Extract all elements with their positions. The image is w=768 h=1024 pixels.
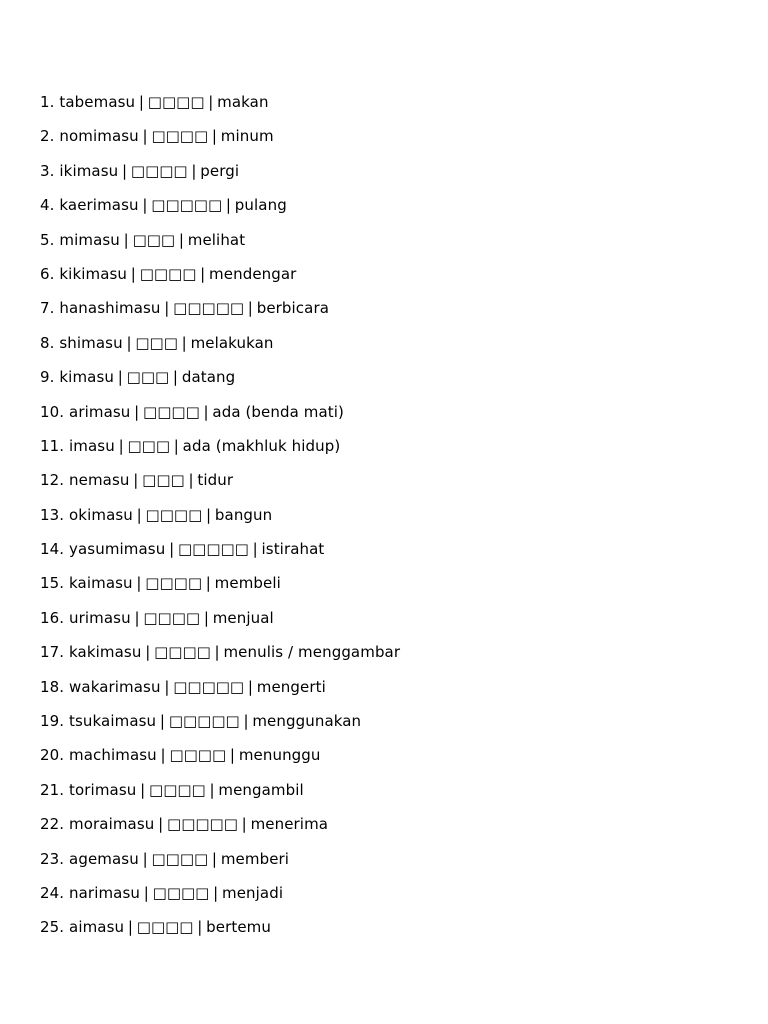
separator: |: [172, 368, 179, 387]
separator: |: [181, 333, 187, 352]
meaning-text: bangun: [214, 505, 273, 524]
item-number: 2.: [40, 127, 55, 146]
kana-word: □□□□□: [167, 815, 238, 834]
separator: |: [134, 402, 140, 421]
item-number: 8.: [40, 333, 55, 352]
list-item: [40, 571, 728, 595]
kana-word: □□□: [135, 333, 178, 352]
kana-word: □□□□□: [173, 299, 245, 318]
list-item: [40, 468, 728, 492]
item-number: 24.: [40, 883, 65, 902]
separator: |: [241, 815, 247, 834]
romaji-word: yasumimasu: [69, 540, 166, 559]
separator: |: [160, 746, 166, 765]
list-item: [40, 228, 728, 252]
romaji-word: kakimasu: [69, 643, 142, 662]
romaji-word: tabemasu: [59, 93, 136, 111]
list-item: [40, 124, 728, 148]
romaji-word: shimasu: [59, 333, 123, 352]
kana-word: □□□□: [130, 161, 188, 180]
separator: |: [247, 299, 253, 318]
list-item: [40, 400, 728, 424]
list-item: [40, 159, 728, 183]
item-number: 17.: [40, 643, 65, 662]
kana-word: □□□□: [145, 505, 203, 524]
item-number: 5.: [40, 230, 55, 249]
list-item: [40, 331, 728, 355]
separator: |: [164, 299, 170, 318]
separator: |: [158, 815, 164, 834]
kana-word: □□□□□: [168, 712, 240, 731]
kana-word: □□□□: [145, 574, 202, 593]
romaji-word: kikimasu: [59, 264, 128, 283]
separator: |: [133, 471, 139, 490]
meaning-text: menunggu: [238, 746, 321, 765]
meaning-text: menggunakan: [252, 712, 362, 731]
separator: |: [225, 196, 232, 215]
kana-word: □□□□: [136, 918, 194, 937]
list-item: [40, 193, 728, 217]
separator: |: [252, 540, 258, 559]
item-number: 25.: [40, 918, 65, 937]
list-item: [40, 709, 728, 733]
kana-word: □□□□□: [151, 196, 223, 215]
meaning-text: minum: [220, 127, 274, 146]
meaning-text: ada (benda mati): [212, 402, 344, 421]
item-number: 13.: [40, 505, 65, 524]
meaning-text: datang: [181, 368, 236, 387]
romaji-word: hanashimasu: [59, 299, 161, 318]
item-number: 6.: [40, 264, 55, 283]
item-number: 12.: [40, 471, 65, 490]
separator: |: [211, 849, 218, 868]
separator: |: [142, 196, 148, 215]
separator: |: [209, 780, 215, 799]
meaning-text: ada (makhluk hidup): [182, 436, 341, 455]
separator: |: [126, 333, 132, 352]
separator: |: [117, 368, 123, 387]
romaji-word: agemasu: [69, 849, 139, 868]
item-number: 9.: [40, 368, 55, 387]
list-item: [40, 778, 728, 802]
list-item: [40, 90, 728, 114]
meaning-text: mendengar: [209, 264, 297, 283]
separator: |: [200, 264, 206, 283]
item-number: 22.: [40, 815, 65, 834]
list-item: [40, 537, 728, 561]
kana-word: □□□: [132, 230, 176, 249]
kana-word: □□□□: [151, 849, 209, 868]
separator: |: [122, 161, 128, 180]
separator: |: [143, 883, 149, 902]
separator: |: [188, 471, 194, 490]
romaji-word: kaerimasu: [59, 196, 139, 215]
meaning-text: makan: [217, 93, 269, 111]
separator: |: [203, 402, 209, 421]
item-number: 23.: [40, 849, 65, 868]
vocab-list: [40, 90, 728, 939]
meaning-text: menulis / menggambar: [223, 643, 401, 662]
list-item: [40, 881, 728, 905]
kana-word: □□□□: [143, 608, 201, 627]
romaji-word: machimasu: [69, 746, 157, 765]
romaji-word: kaimasu: [69, 574, 133, 593]
separator: |: [140, 780, 146, 799]
kana-word: □□□□: [149, 780, 206, 799]
item-number: 10.: [40, 402, 65, 421]
romaji-word: ikimasu: [59, 161, 119, 180]
romaji-word: aimasu: [69, 918, 125, 937]
kana-word: □□□□: [143, 402, 200, 421]
document-page: [40, 90, 728, 950]
kana-word: □□□□: [139, 264, 197, 283]
romaji-word: wakarimasu: [69, 677, 161, 696]
separator: |: [178, 230, 184, 249]
meaning-text: bertemu: [206, 918, 271, 937]
separator: |: [142, 127, 148, 146]
item-number: 19.: [40, 712, 65, 731]
romaji-word: arimasu: [69, 402, 131, 421]
meaning-text: mengerti: [256, 677, 326, 696]
separator: |: [173, 436, 179, 455]
meaning-text: memberi: [220, 849, 290, 868]
separator: |: [130, 264, 136, 283]
list-item: [40, 434, 728, 458]
list-item: [40, 640, 728, 664]
separator: |: [123, 230, 129, 249]
romaji-word: kimasu: [59, 368, 114, 387]
item-number: 15.: [40, 574, 65, 593]
item-number: 11.: [40, 436, 65, 455]
meaning-text: pergi: [200, 161, 240, 180]
separator: |: [169, 540, 175, 559]
separator: |: [145, 643, 151, 662]
meaning-text: membeli: [214, 574, 281, 593]
meaning-text: tidur: [197, 471, 234, 490]
romaji-word: moraimasu: [69, 815, 155, 834]
separator: |: [136, 505, 142, 524]
meaning-text: berbicara: [256, 299, 330, 318]
list-item: [40, 743, 728, 767]
separator: |: [118, 436, 124, 455]
separator: |: [243, 712, 249, 731]
separator: |: [164, 677, 170, 696]
item-number: 7.: [40, 299, 55, 318]
separator: |: [206, 505, 212, 524]
separator: |: [203, 608, 209, 627]
kana-word: □□□: [127, 436, 171, 455]
romaji-word: tsukaimasu: [69, 712, 157, 731]
meaning-text: melihat: [187, 230, 246, 249]
separator: |: [214, 643, 220, 662]
meaning-text: istirahat: [261, 540, 325, 559]
separator: |: [191, 161, 197, 180]
separator: |: [211, 127, 218, 146]
separator: |: [138, 93, 145, 111]
separator: |: [197, 918, 203, 937]
kana-word: □□□: [142, 471, 185, 490]
separator: |: [159, 712, 166, 731]
romaji-word: torimasu: [69, 780, 137, 799]
meaning-text: menerima: [250, 815, 329, 834]
separator: |: [205, 574, 211, 593]
meaning-text: menjadi: [222, 883, 284, 902]
separator: |: [136, 574, 142, 593]
separator: |: [247, 677, 254, 696]
item-number: 21.: [40, 780, 65, 799]
separator: |: [229, 746, 236, 765]
meaning-text: melakukan: [190, 333, 274, 352]
separator: |: [127, 918, 134, 937]
separator: |: [213, 883, 219, 902]
item-number: 18.: [40, 677, 65, 696]
kana-word: □□□□□: [173, 677, 245, 696]
item-number: 20.: [40, 746, 65, 765]
meaning-text: menjual: [212, 608, 274, 627]
kana-word: □□□□: [169, 746, 227, 765]
list-item: [40, 847, 728, 871]
romaji-word: urimasu: [69, 608, 131, 627]
kana-word: □□□: [126, 368, 170, 387]
item-number: 1.: [40, 93, 55, 111]
kana-word: □□□□: [151, 127, 209, 146]
list-item: [40, 503, 728, 527]
meaning-text: pulang: [234, 196, 287, 215]
separator: |: [142, 849, 148, 868]
separator: |: [208, 93, 214, 111]
item-number: 3.: [40, 161, 55, 180]
kana-word: □□□□: [147, 93, 205, 111]
list-item: [40, 606, 728, 630]
item-number: 16.: [40, 608, 65, 627]
romaji-word: narimasu: [69, 883, 140, 902]
list-item: [40, 915, 728, 939]
separator: |: [134, 608, 140, 627]
item-number: 14.: [40, 540, 65, 559]
romaji-word: nemasu: [69, 471, 130, 490]
list-item: [40, 262, 728, 286]
list-item: [40, 675, 728, 699]
list-item: [40, 812, 728, 836]
meaning-text: mengambil: [218, 780, 304, 799]
romaji-word: nomimasu: [59, 127, 139, 146]
romaji-word: okimasu: [69, 505, 133, 524]
list-item: [40, 365, 728, 389]
kana-word: □□□□: [154, 643, 211, 662]
romaji-word: imasu: [69, 436, 115, 455]
romaji-word: mimasu: [59, 230, 120, 249]
kana-word: □□□□: [152, 883, 210, 902]
list-item: [40, 296, 728, 320]
item-number: 4.: [40, 196, 55, 215]
kana-word: □□□□□: [177, 540, 249, 559]
